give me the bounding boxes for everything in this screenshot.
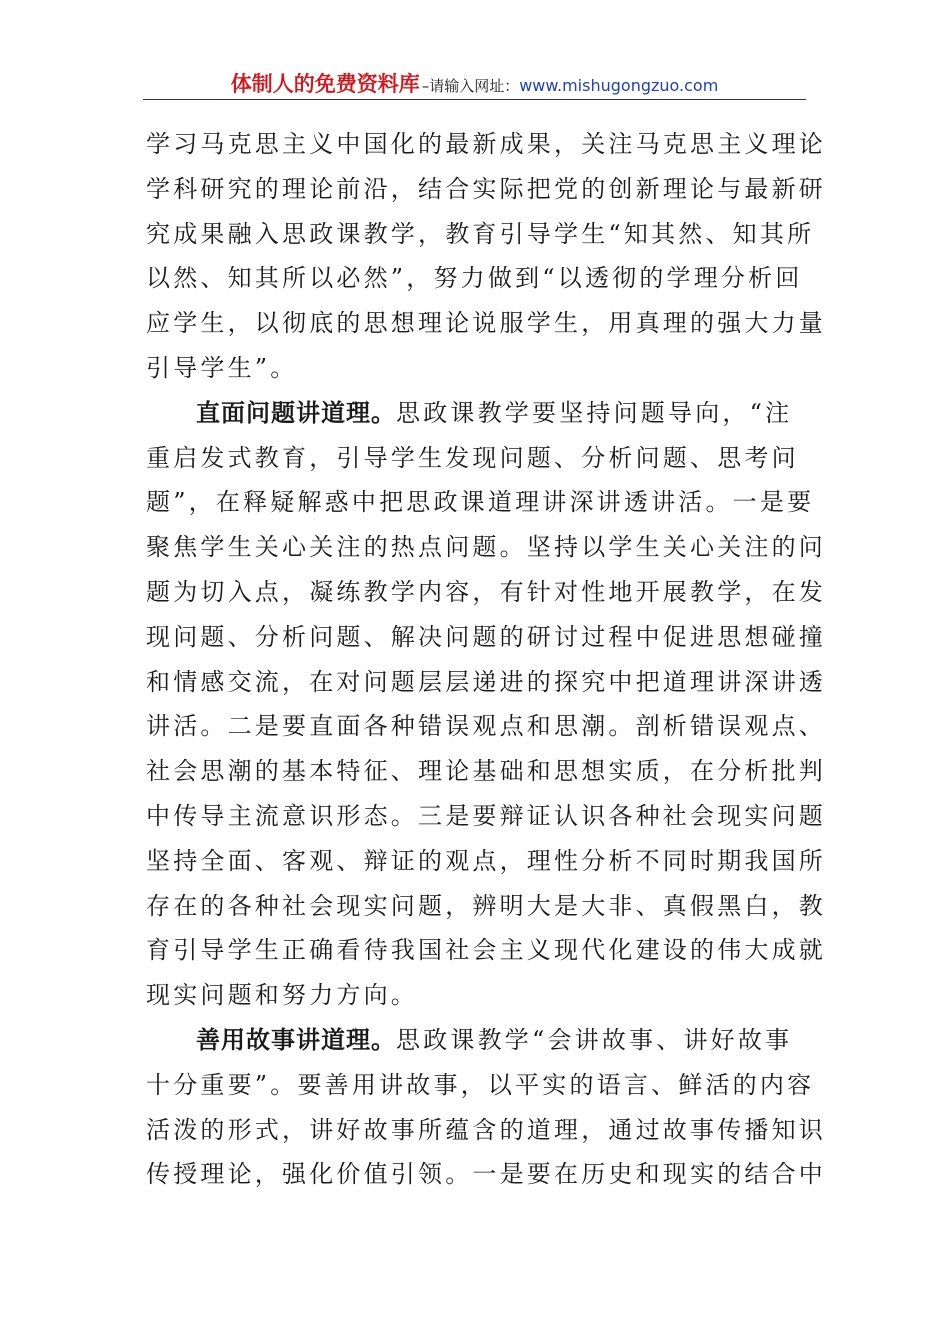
text-line: 传授理论，强化价值引领。一是要在历史和现实的结合中 <box>146 1160 826 1189</box>
text-line: 育引导学生正确看待我国社会主义现代化建设的伟大成就 <box>146 936 826 965</box>
text-line: 学习马克思主义中国化的最新成果，关注马克思主义理论 <box>146 130 826 158</box>
header-url-link[interactable]: www.mishugongzuo.com <box>519 76 719 95</box>
text-run: 思政课教学要坚持问题导向，“注 <box>396 398 793 427</box>
paragraph-2 <box>146 391 826 1018</box>
text-line: 重启发式教育，引导学生发现问题、分析问题、思考问 <box>146 443 799 472</box>
text-line: 活泼的形式，讲好故事所蕴含的道理，通过故事传播知识 <box>146 1115 826 1144</box>
text-line: 究成果融入思政课教学，教育引导学生“知其然、知其所 <box>146 219 815 248</box>
text-line: 现实问题和努力方向。 <box>146 981 418 1010</box>
text-line: 引导学生”。 <box>146 353 298 382</box>
header-prompt: –请输入网址： <box>421 77 520 95</box>
text-line: 存在的各种社会现实问题，辨明大是大非、真假黑白，教 <box>146 891 826 920</box>
text-line: 聚焦学生关心关注的热点问题。坚持以学生关心关注的问 <box>146 533 826 562</box>
text-line: 题”，在释疑解惑中把思政课道理讲深讲透讲活。一是要 <box>146 488 815 517</box>
paragraph-3 <box>146 1018 826 1197</box>
text-line: 和情感交流，在对问题层层递进的探究中把道理讲深讲透 <box>146 667 826 696</box>
text-line: 现问题、分析问题、解决问题的研讨过程中促进思想碰撞 <box>146 622 826 651</box>
text-line: 讲活。二是要直面各种错误观点和思潮。剖析错误观点、 <box>146 712 826 741</box>
document-body <box>146 122 826 1197</box>
paragraph-1 <box>146 122 826 391</box>
header-brand: 体制人的免费资料库 <box>230 72 420 96</box>
page-header <box>143 68 806 100</box>
text-line: 十分重要”。要善用讲故事，以平实的语言、鲜活的内容 <box>146 1070 815 1099</box>
text-line: 题为切入点，凝练教学内容，有针对性地开展教学，在发 <box>146 577 826 606</box>
section-lead-heading: 善用故事讲道理。 <box>196 1025 396 1054</box>
text-line: 以然、知其所以必然”，努力做到“以透彻的学理分析回 <box>146 264 803 293</box>
paragraph-first-line <box>146 1018 806 1063</box>
text-run: 思政课教学“会讲故事、讲好故事 <box>396 1025 793 1054</box>
section-lead-heading: 直面问题讲道理。 <box>196 398 396 427</box>
text-line: 中传导主流意识形态。三是要辩证认识各种社会现实问题 <box>146 801 826 830</box>
paragraph-first-line <box>146 391 806 436</box>
text-line: 学科研究的理论前沿，结合实际把党的创新理论与最新研 <box>146 174 826 203</box>
header-divider <box>143 99 806 100</box>
text-line: 坚持全面、客观、辩证的观点，理性分析不同时期我国所 <box>146 846 826 875</box>
text-line: 应学生，以彻底的思想理论说服学生，用真理的强大力量 <box>146 309 826 338</box>
text-line: 社会思潮的基本特征、理论基础和思想实质，在分析批判 <box>146 757 826 786</box>
